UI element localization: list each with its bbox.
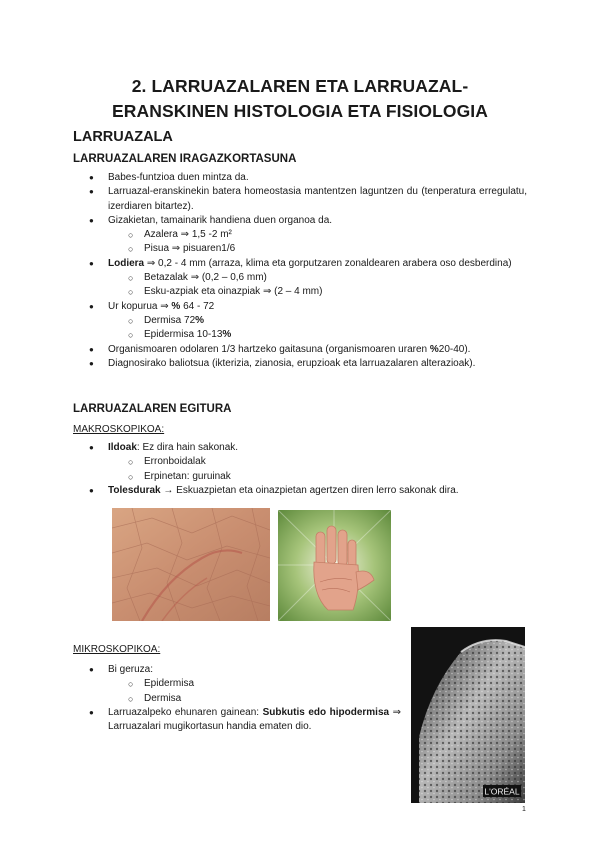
- page-title: [60, 74, 540, 124]
- sub-list-item-text: Dermisa 72: [144, 314, 196, 326]
- list-item: [73, 706, 401, 735]
- section-heading: LARRUAZALA: [73, 129, 173, 145]
- list-item-text: ⇒ Larruazalari mugikortasun handia ematen dio.: [108, 706, 401, 733]
- list-item: [73, 214, 527, 257]
- list-item: [73, 300, 527, 343]
- title-line-1: 2. LARRUAZALAREN ETA LARRUAZAL-: [131, 76, 469, 96]
- sub-list-item-text: Azalera ⇒ 1,5 -2 m²: [144, 229, 232, 241]
- list-item: [73, 171, 527, 185]
- list-item: [73, 441, 527, 484]
- sub-list-item: [108, 314, 527, 328]
- list-item-text: : Ez dira hain sakonak.: [136, 442, 239, 453]
- list-item: [73, 343, 527, 357]
- list-item-text: 20-40).: [438, 343, 471, 355]
- iragazkortasuna-list: [73, 171, 527, 371]
- list-item: [73, 484, 527, 498]
- skin-texture-image: [112, 508, 270, 621]
- title-line-2: ERANSKINEN HISTOLOGIA ETA FISIOLOGIA: [112, 101, 488, 121]
- hand-palm-photo: [278, 510, 391, 621]
- sub-list-item-text: Esku-azpiak eta oinazpiak ⇒ (2 – 4 mm): [144, 286, 323, 298]
- sub-list-item-text: Erronboidalak: [144, 456, 206, 468]
- list-item-text: Larruazalpeko ehunaren gainean:: [108, 706, 263, 718]
- bold-term: Lodiera: [108, 257, 145, 269]
- bold-term: Tolesdurak: [108, 484, 161, 496]
- list-item-text: Organismoaren odolaren 1/3 hartzeko gaitasuna (organismoaren uraren: [108, 343, 430, 355]
- sub-list-item-text: Epidermisa: [144, 678, 195, 690]
- list-item-text: 64 - 72: [180, 300, 215, 312]
- list-item-text: ⇒ 0,2 - 4 mm (arraza, klima eta gorputzaren zonaldearen arabera oso desberdina): [144, 257, 512, 269]
- sub-list-item: [108, 455, 527, 469]
- microscopic-skin-photo: [411, 627, 525, 803]
- bold-term: Subkutis edo hipodermisa: [262, 706, 390, 718]
- list-item: [73, 663, 401, 706]
- list-item-text: Babes-funtzioa duen mintza da.: [108, 172, 249, 183]
- mikroskopikoa-label: MIKROSKOPIKOA:: [73, 644, 161, 655]
- sub-list-item-text: Erpinetan: guruinak: [144, 470, 231, 482]
- sub-list-item-text: Betazalak ⇒ (0,2 – 0,6 mm): [144, 272, 267, 284]
- bold-term: %: [222, 329, 232, 341]
- list-item-text: Larruazal-eranskinekin batera homeostasia mantentzen laguntzen du (tenperatura erregulatu, izerdiaren bitartez).: [108, 186, 527, 212]
- microscopic-skin-image: [411, 627, 525, 803]
- bold-term: %: [171, 300, 181, 312]
- bold-term: Ildoak: [108, 442, 137, 453]
- list-item: [73, 257, 527, 300]
- sub-list-item: [108, 677, 401, 691]
- bold-term: %: [195, 314, 205, 326]
- sub-list-item-text: Pisua ⇒ pisuaren1/6: [144, 243, 236, 255]
- list-item-text: Diagnosirako baliotsua (ikterizia, zianosia, erupzioak eta larruazalaren alterazioak).: [108, 357, 476, 369]
- list-item-text: Ur kopurua ⇒: [108, 300, 172, 312]
- page-number: 1: [522, 806, 526, 813]
- makroskopikoa-list: [73, 441, 527, 498]
- sub-list-item: [108, 328, 527, 342]
- skin-texture-photo: [112, 508, 270, 621]
- sub-list-item: [108, 271, 527, 285]
- sub-list-item: [108, 692, 401, 706]
- list-item: [73, 185, 527, 214]
- mikroskopikoa-list: [73, 663, 401, 734]
- sub-list-item: [108, 228, 527, 242]
- makroskopikoa-label: MAKROSKOPIKOA:: [73, 424, 165, 435]
- sub-list-item: [108, 470, 527, 484]
- sub-list-item-text: Epidermisa 10-13: [144, 329, 223, 341]
- egitura-heading: LARRUAZALAREN EGITURA: [73, 403, 232, 415]
- bold-term: %: [429, 343, 439, 355]
- list-item-text: → Eskuazpietan eta oinazpietan agertzen diren lerro sakonak dira.: [160, 484, 459, 496]
- iragazkortasuna-heading: LARRUAZALAREN IRAGAZKORTASUNA: [73, 153, 297, 165]
- hand-palm-image: [278, 510, 391, 621]
- loreal-logo-text: L'ORÉAL: [484, 786, 520, 797]
- list-item-text: Gizakietan, tamainarik handiena duen organoa da.: [108, 214, 333, 226]
- list-item: [73, 357, 527, 371]
- list-item-text: Bi geruza:: [108, 664, 154, 675]
- sub-list-item: [108, 242, 527, 256]
- sub-list-item-text: Dermisa: [144, 692, 182, 704]
- sub-list-item: [108, 285, 527, 299]
